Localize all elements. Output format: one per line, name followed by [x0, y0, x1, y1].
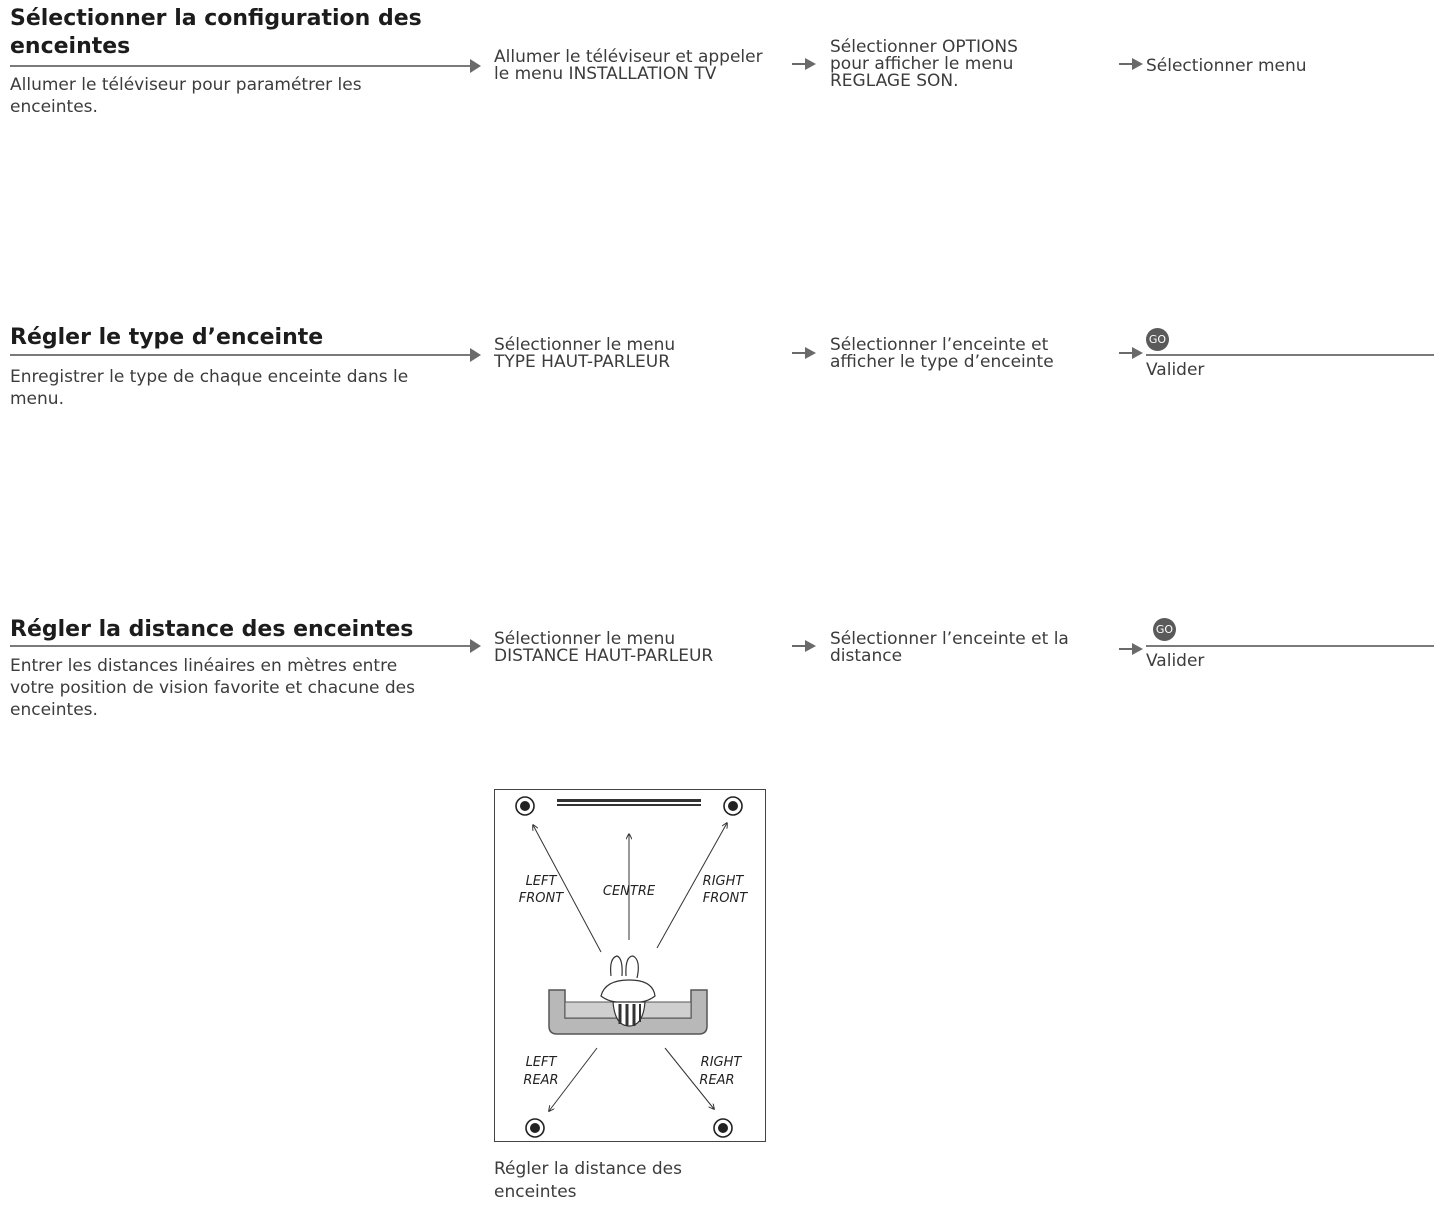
diagram-caption-line1: Régler la distance des — [494, 1159, 682, 1179]
speaker-layout-diagram — [494, 789, 766, 1142]
step-line: Sélectionner l’enceinte et — [830, 335, 1049, 355]
step-line: Allumer le téléviseur et appeler — [494, 47, 763, 67]
right-arrow-icon — [792, 346, 816, 360]
section-2-description — [10, 366, 408, 410]
label-left-rear-2: REAR — [523, 1073, 559, 1088]
section-3-description-line2: votre position de vision favorite et chacune des — [10, 678, 415, 698]
speaker-left-rear-icon — [526, 1119, 544, 1137]
right-arrow-icon — [1119, 57, 1143, 71]
section-1-pointer-icon — [470, 59, 481, 73]
speaker-left-front-icon — [516, 797, 534, 815]
right-arrow-icon — [1119, 642, 1143, 656]
section-1-divider — [10, 65, 470, 67]
section-3-step-2 — [830, 631, 1069, 665]
step-line: Sélectionner l’enceinte et la — [830, 629, 1069, 649]
speaker-right-front-icon — [724, 797, 742, 815]
speaker-layout-svg — [495, 790, 767, 1143]
label-left-front-2: FRONT — [518, 891, 564, 906]
section-3-step-3-rule — [1146, 645, 1434, 647]
label-right-front-1: RIGHT — [702, 874, 744, 889]
diagram-caption — [494, 1158, 682, 1204]
section-3-description-line3: enceintes. — [10, 700, 98, 720]
label-right-rear-2: REAR — [699, 1073, 735, 1088]
label-right-front-2: FRONT — [702, 891, 748, 906]
section-2-step-3-rule — [1146, 354, 1434, 356]
speaker-right-rear-icon — [714, 1119, 732, 1137]
section-2-divider — [10, 354, 470, 356]
right-arrow-icon — [792, 639, 816, 653]
section-1-title-line1: Sélectionner la configuration des — [10, 6, 422, 31]
label-centre: CENTRE — [602, 884, 656, 899]
section-3-step-3-label: Valider — [1146, 651, 1205, 671]
tv-screen-icon — [557, 799, 701, 806]
section-3-description-line1: Entrer les distances linéaires en mètres entre — [10, 656, 398, 676]
section-2-pointer-icon — [470, 348, 481, 362]
section-1-description-line2: enceintes. — [10, 97, 98, 117]
go-button-icon[interactable]: GO — [1146, 328, 1169, 351]
section-1-step-2 — [830, 39, 1018, 90]
section-1-title — [10, 5, 422, 61]
section-2-title: Régler le type d’enceinte — [10, 325, 324, 350]
section-3-divider — [10, 645, 470, 647]
step-line: REGLAGE SON. — [830, 71, 959, 91]
section-3-step-1 — [494, 631, 713, 665]
step-line: DISTANCE HAUT-PARLEUR — [494, 646, 714, 666]
section-2-description-line1: Enregistrer le type de chaque enceinte dans le — [10, 367, 409, 387]
go-button-icon[interactable]: GO — [1153, 618, 1176, 641]
step-line: le menu INSTALLATION TV — [494, 64, 717, 84]
step-line: Sélectionner menu — [1146, 56, 1307, 76]
section-1-title-line2: enceintes — [10, 34, 131, 59]
label-left-rear-1: LEFT — [525, 1055, 557, 1070]
label-left-front-1: LEFT — [525, 874, 557, 889]
step-line: TYPE HAUT-PARLEUR — [494, 352, 671, 372]
step-line: Sélectionner le menu — [494, 335, 676, 355]
section-3-title: Régler la distance des enceintes — [10, 617, 414, 642]
right-arrow-icon — [792, 57, 816, 71]
step-line: distance — [830, 646, 903, 666]
label-right-rear-1: RIGHT — [700, 1055, 742, 1070]
section-2-step-1 — [494, 337, 675, 371]
step-line: Sélectionner OPTIONS — [830, 37, 1018, 57]
step-line: pour afficher le menu — [830, 54, 1014, 74]
step-line: Sélectionner le menu — [494, 629, 676, 649]
section-2-step-3-label: Valider — [1146, 360, 1205, 380]
section-1-description — [10, 74, 362, 118]
section-2-step-2 — [830, 337, 1054, 371]
section-1-step-3 — [1146, 58, 1307, 75]
diagram-caption-line2: enceintes — [494, 1182, 577, 1202]
section-1-description-line1: Allumer le téléviseur pour paramétrer les — [10, 75, 362, 95]
section-1-step-1 — [494, 49, 763, 83]
section-3-description — [10, 655, 415, 721]
section-2-description-line2: menu. — [10, 389, 64, 409]
step-line: afficher le type d’enceinte — [830, 352, 1054, 372]
right-arrow-icon — [1119, 346, 1143, 360]
section-3-pointer-icon — [470, 639, 481, 653]
